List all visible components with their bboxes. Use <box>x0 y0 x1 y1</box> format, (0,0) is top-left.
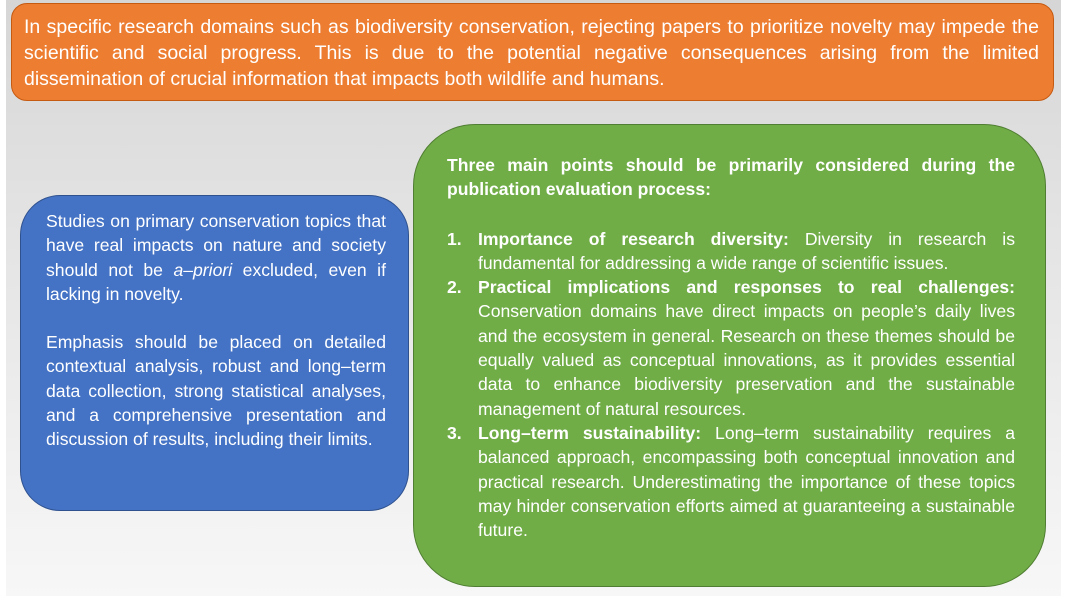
left-panel-paragraph-1 <box>46 209 386 306</box>
point-item-2 <box>447 275 1015 421</box>
point-title-2: Practical implications and responses to real challenges: <box>478 277 1015 298</box>
point-title-1: Importance of research diversity: <box>478 228 789 249</box>
right-panel <box>413 124 1046 587</box>
point-text-1: Diversity in research is fundamental for addressing a wide range of scientific issues. <box>478 228 1015 273</box>
left-panel-p1-start: Studies on primary conservation topics that have real impacts on nature and society should not be <box>46 211 386 280</box>
right-panel-heading: Three main points should be primarily considered during the publication evaluation process: <box>447 155 1015 200</box>
left-panel-p1-italic: a–priori <box>173 259 233 280</box>
point-text-2: Conservation domains have direct impacts on people’s daily lives and the ecosystem in general. Research on these themes should be equally valued as conceptual innovations, as it provides essential data to enhance biodiversity preservation and the sustainable management of natural resources. <box>478 301 1015 419</box>
point-number-2: 2. <box>447 277 462 298</box>
point-text-3: Long–term sustainability requires a balanced approach, encompassing both conceptual innovation and practical research. Underestimating the importance of these topics may hinder conservation efforts aimed at guaranteeing a sustainable future. <box>478 422 1015 541</box>
point-item-3 <box>447 421 1015 542</box>
left-panel-p1-end: excluded, even if lacking in novelty. <box>46 259 386 304</box>
left-panel <box>20 195 409 511</box>
top-banner <box>11 3 1054 101</box>
left-panel-paragraph-2: Emphasis should be placed on detailed contextual analysis, robust and long–term data collection, strong statistical analyses, and a comprehensive presentation and discussion of results, including their limits. <box>46 332 386 450</box>
point-number-3: 3. <box>447 422 462 443</box>
point-title-3: Long–term sustainability: <box>478 422 702 443</box>
top-banner-text: In specific research domains such as biodiversity conservation, rejecting papers to prioritize novelty may impede the scientific and social progress. This is due to the potential negative consequences arising from the limited dissemination of crucial information that impacts both wildlife and humans. <box>24 16 1039 90</box>
points-list <box>447 227 1015 543</box>
point-number-1: 1. <box>447 228 462 249</box>
point-item-1 <box>447 227 1015 276</box>
